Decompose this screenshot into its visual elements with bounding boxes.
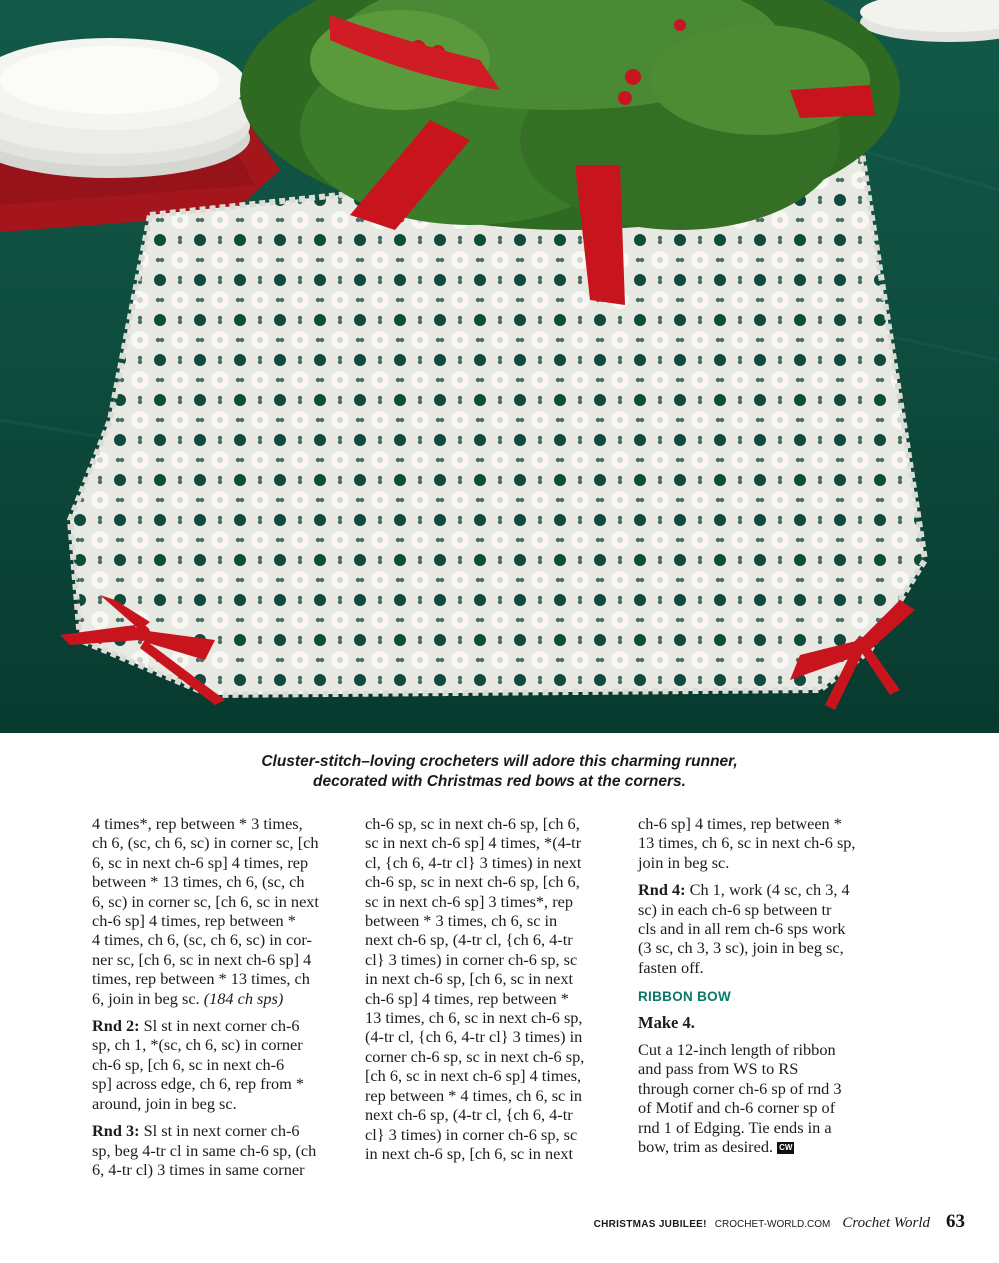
text-line — [92, 989, 354, 1008]
text-line: corner ch-6 sp, sc in next ch-6 sp, — [365, 1046, 585, 1066]
text-line: cl, {ch 6, 4-tr cl} 3 times) in next — [365, 852, 582, 872]
round-3-instructions — [92, 1121, 354, 1179]
website-link[interactable]: CROCHET-WORLD.COM — [714, 1219, 831, 1230]
text-line: ch-6 sp, [ch 6, sc in next ch-6 — [92, 1054, 285, 1074]
text-fragment: bow, trim as desired. — [638, 1137, 774, 1157]
text-line: sp, beg 4-tr cl in same ch-6 sp, (ch — [92, 1140, 317, 1160]
ribbon-instructions — [638, 1040, 900, 1156]
text-column-2 — [365, 814, 627, 1171]
text-line: (3 sc, ch 3, 3 sc), join in beg sc, — [638, 938, 844, 958]
text-line: 13 times, ch 6, sc in next ch-6 sp, — [365, 1008, 583, 1028]
text-line: 13 times, ch 6, sc in next ch-6 sp, — [638, 833, 856, 853]
round-2-instructions — [92, 1016, 354, 1113]
page-number: 63 — [946, 1211, 965, 1232]
text-fragment: Ch 1, work (4 sc, ch 3, 4 — [685, 880, 850, 900]
round-label: Rnd 3: — [92, 1121, 140, 1141]
text-line: sc in next ch-6 sp] 4 times, *(4-tr — [365, 833, 582, 853]
text-line: sc in next ch-6 sp] 3 times*, rep — [365, 891, 573, 911]
text-fragment: 6, join in beg sc. — [92, 988, 200, 1008]
text-line — [638, 880, 900, 899]
text-line: 4 times*, rep between * 3 times, — [92, 814, 303, 833]
text-line: of Motif and ch-6 corner sp of — [638, 1098, 836, 1118]
page-footer — [594, 1211, 965, 1233]
section-heading-ribbon-bow: RIBBON BOW — [638, 989, 731, 1005]
text-line: sc) in each ch-6 sp between tr — [638, 899, 832, 919]
text-fragment: Sl st in next corner ch-6 — [139, 1121, 300, 1141]
caption-line: Cluster-stitch–loving crocheters will adore this charming runner, — [261, 753, 738, 770]
text-line: ch 6, (sc, ch 6, sc) in corner sc, [ch — [92, 833, 319, 853]
magazine-brand: Crochet World — [842, 1215, 930, 1231]
text-line: cl} 3 times) in corner ch-6 sp, sc — [365, 1124, 578, 1144]
text-line: 6, sc in next ch-6 sp] 4 times, rep — [92, 852, 309, 872]
caption-line: decorated with Christmas red bows at the corners. — [313, 773, 686, 790]
photo-caption — [150, 752, 849, 792]
text-line: through corner ch-6 sp of rnd 3 — [638, 1078, 842, 1098]
text-line: rep between * 4 times, ch 6, sc in — [365, 1085, 583, 1105]
text-line: fasten off. — [638, 957, 704, 977]
text-line: [ch 6, sc in next ch-6 sp] 4 times, — [365, 1066, 582, 1086]
text-line: times, rep between * 13 times, ch — [92, 969, 310, 989]
text-line: in next ch-6 sp, [ch 6, sc in next — [365, 969, 573, 989]
round-3-end — [638, 814, 900, 872]
text-line: between * 3 times, ch 6, sc in — [365, 911, 558, 931]
text-line: ch-6 sp] 4 times, rep between * — [92, 911, 296, 931]
text-line: ch-6 sp] 4 times, rep between * — [365, 988, 569, 1008]
text-column-1 — [92, 814, 354, 1187]
text-line: next ch-6 sp, (4-tr cl, {ch 6, 4-tr — [365, 930, 573, 950]
make-quantity: Make 4. — [638, 1012, 695, 1032]
text-line: Cut a 12-inch length of ribbon — [638, 1040, 836, 1060]
text-line: around, join in beg sc. — [92, 1093, 237, 1113]
round-label: Rnd 2: — [92, 1016, 140, 1036]
round-4-instructions — [638, 880, 900, 977]
round-label: Rnd 4: — [638, 880, 686, 900]
issue-title: CHRISTMAS JUBILEE! — [593, 1219, 707, 1230]
text-line: join in beg sc. — [638, 852, 730, 872]
text-line: ch-6 sp] 4 times, rep between * — [638, 814, 842, 833]
text-line: sp, ch 1, *(sc, ch 6, sc) in corner — [92, 1035, 303, 1055]
text-line: in next ch-6 sp, [ch 6, sc in next — [365, 1143, 573, 1163]
text-line: next ch-6 sp, (4-tr cl, {ch 6, 4-tr — [365, 1105, 573, 1125]
paragraph — [92, 814, 354, 1008]
text-line: sp] across edge, ch 6, rep from * — [92, 1074, 305, 1094]
text-line: (4-tr cl, {ch 6, 4-tr cl} 3 times) in — [365, 1027, 583, 1047]
text-line: ch-6 sp, sc in next ch-6 sp, [ch 6, — [365, 872, 580, 892]
stitch-count-note: (184 ch sps) — [203, 988, 284, 1008]
text-line: ch-6 sp, sc in next ch-6 sp, [ch 6, — [365, 814, 580, 833]
text-line: between * 13 times, ch 6, (sc, ch — [92, 872, 305, 892]
text-line — [92, 1121, 354, 1140]
round-3-continued — [365, 814, 627, 1163]
text-line: rnd 1 of Edging. Tie ends in a — [638, 1117, 832, 1137]
text-line: 6, sc) in corner sc, [ch 6, sc in next — [92, 891, 319, 911]
text-line: cl} 3 times) in corner ch-6 sp, sc — [365, 949, 578, 969]
text-fragment: Sl st in next corner ch-6 — [139, 1016, 300, 1036]
text-line: 6, 4-tr cl) 3 times in same corner — [92, 1159, 305, 1179]
text-column-3 — [638, 814, 900, 1165]
text-line — [638, 1137, 900, 1156]
text-line: and pass from WS to RS — [638, 1059, 799, 1079]
text-line: ner sc, [ch 6, sc in next ch-6 sp] 4 — [92, 949, 312, 969]
text-line: cls and in all rem ch-6 sps work — [638, 919, 846, 939]
end-mark-icon: CW — [779, 1143, 793, 1153]
text-line — [92, 1016, 354, 1035]
text-line: 4 times, ch 6, (sc, ch 6, sc) in cor- — [92, 930, 312, 950]
